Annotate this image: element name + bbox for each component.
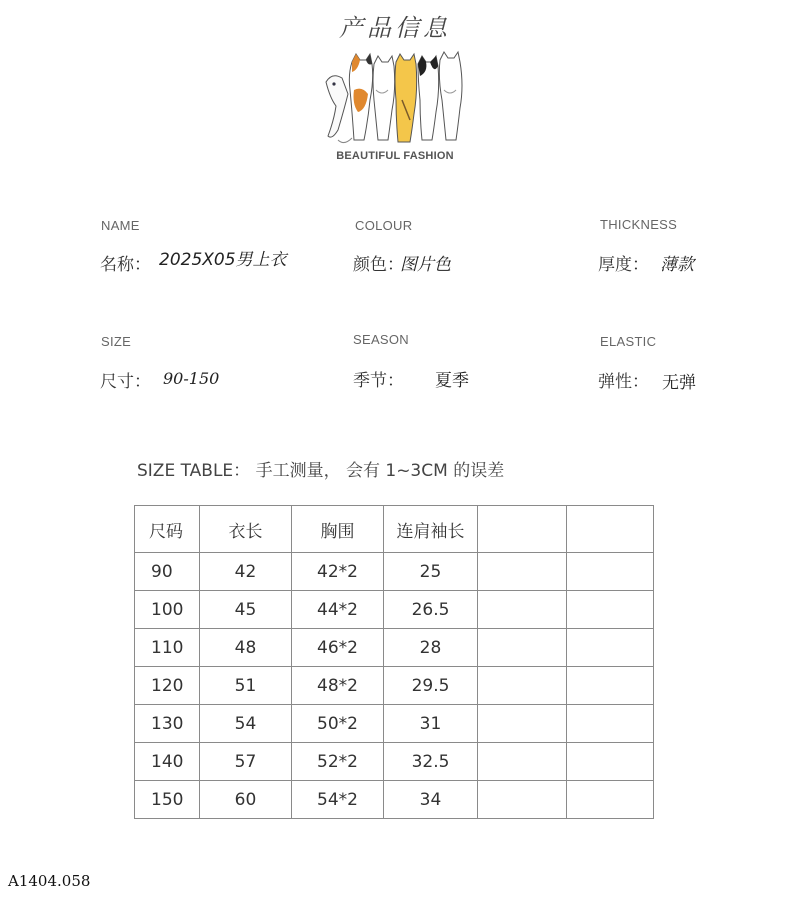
season-label: SEASON bbox=[353, 332, 409, 347]
colour-key: 颜色： bbox=[353, 255, 404, 275]
table-cell: 90 bbox=[135, 553, 200, 591]
table-cell bbox=[478, 629, 567, 667]
table-cell: 26.5 bbox=[384, 591, 478, 629]
size-label: SIZE bbox=[101, 334, 132, 349]
table-row bbox=[135, 591, 654, 629]
elastic-value: 无弹 bbox=[662, 373, 696, 393]
table-cell: 42 bbox=[200, 553, 292, 591]
table-cell: 46*2 bbox=[292, 629, 384, 667]
table-cell bbox=[567, 591, 654, 629]
table-cell bbox=[567, 705, 654, 743]
table-cell: 25 bbox=[384, 553, 478, 591]
table-cell: 31 bbox=[384, 705, 478, 743]
table-cell bbox=[567, 629, 654, 667]
header-cell: 连肩袖长 bbox=[384, 506, 478, 553]
table-cell bbox=[478, 591, 567, 629]
thickness-key: 厚度： bbox=[598, 255, 649, 275]
table-cell: 48 bbox=[200, 629, 292, 667]
table-cell: 140 bbox=[135, 743, 200, 781]
brand-name: BEAUTIFUL FASHION bbox=[336, 150, 454, 162]
size-value: 90-150 bbox=[163, 369, 220, 388]
table-cell: 45 bbox=[200, 591, 292, 629]
colour-label: COLOUR bbox=[355, 218, 413, 233]
table-row bbox=[135, 743, 654, 781]
table-cell bbox=[478, 667, 567, 705]
table-cell: 29.5 bbox=[384, 667, 478, 705]
thickness-label: THICKNESS bbox=[600, 217, 678, 232]
season-key: 季节： bbox=[353, 371, 404, 391]
table-row bbox=[135, 705, 654, 743]
table-header-row bbox=[135, 506, 654, 553]
size-table bbox=[134, 505, 654, 819]
table-row bbox=[135, 629, 654, 667]
table-cell: 52*2 bbox=[292, 743, 384, 781]
table-cell: 42*2 bbox=[292, 553, 384, 591]
name-key: 名称： bbox=[100, 255, 151, 275]
table-cell: 100 bbox=[135, 591, 200, 629]
size-table-heading: SIZE TABLE： 手工测量， 会有 1~3CM 的误差 bbox=[137, 461, 505, 481]
table-cell: 54*2 bbox=[292, 781, 384, 819]
name-value: 2025X05男上衣 bbox=[159, 250, 287, 270]
table-row bbox=[135, 781, 654, 819]
table-cell: 130 bbox=[135, 705, 200, 743]
cats-group-icon bbox=[318, 50, 468, 150]
name-label: NAME bbox=[101, 218, 140, 233]
table-cell bbox=[567, 553, 654, 591]
table-cell bbox=[478, 705, 567, 743]
table-row bbox=[135, 667, 654, 705]
table-cell: 60 bbox=[200, 781, 292, 819]
table-cell: 48*2 bbox=[292, 667, 384, 705]
table-cell: 54 bbox=[200, 705, 292, 743]
header-cell: 衣长 bbox=[200, 506, 292, 553]
header-cell: 胸围 bbox=[292, 506, 384, 553]
elastic-key: 弹性： bbox=[598, 372, 649, 392]
size-key: 尺寸： bbox=[100, 372, 151, 392]
table-cell: 32.5 bbox=[384, 743, 478, 781]
table-cell bbox=[478, 743, 567, 781]
table-cell: 34 bbox=[384, 781, 478, 819]
table-cell bbox=[567, 743, 654, 781]
table-cell bbox=[567, 781, 654, 819]
thickness-value: 薄款 bbox=[660, 255, 694, 275]
table-cell: 150 bbox=[135, 781, 200, 819]
table-row bbox=[135, 553, 654, 591]
table-cell: 50*2 bbox=[292, 705, 384, 743]
header-cell bbox=[478, 506, 567, 553]
table-cell: 44*2 bbox=[292, 591, 384, 629]
table-cell: 57 bbox=[200, 743, 292, 781]
table-cell bbox=[478, 553, 567, 591]
header-cell: 尺码 bbox=[135, 506, 200, 553]
table-cell: 110 bbox=[135, 629, 200, 667]
table-cell bbox=[478, 781, 567, 819]
page-title: 产品信息 bbox=[339, 14, 451, 42]
table-cell bbox=[567, 667, 654, 705]
product-code: A1404.058 bbox=[8, 872, 91, 890]
header-cell bbox=[567, 506, 654, 553]
elastic-label: ELASTIC bbox=[600, 334, 657, 349]
table-cell: 120 bbox=[135, 667, 200, 705]
season-value: 夏季 bbox=[435, 371, 469, 391]
colour-value: 图片色 bbox=[400, 255, 451, 275]
table-cell: 28 bbox=[384, 629, 478, 667]
table-cell: 51 bbox=[200, 667, 292, 705]
